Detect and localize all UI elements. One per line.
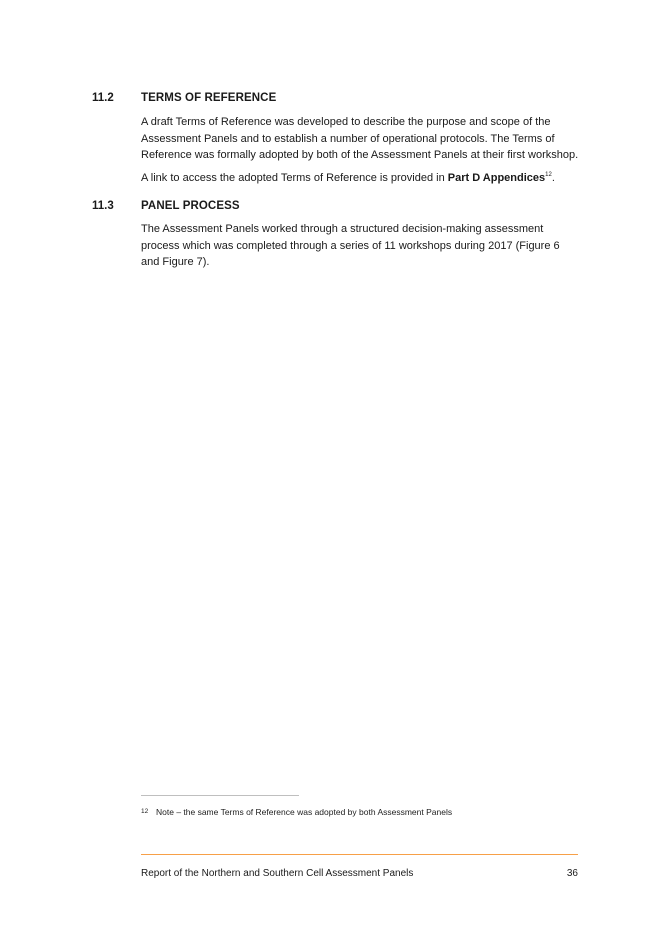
paragraph-2-end: . [551,172,555,184]
footnote-number: 12 [141,808,149,815]
footer-rule [141,854,578,855]
section-11-3-number: 11.3 [92,200,114,212]
footer-title: Report of the Northern and Southern Cell Assessment Panels [141,868,414,879]
footer-page-number: 36 [566,868,578,879]
section-11-2-paragraph-1: A draft Terms of Reference was developed to describe the purpose and scope of the Assessment Panels and to establish a number of operational protocols. The Terms of Reference was formally adopted by both of the Assessment Panels at their first workshop. [141,116,579,162]
section-11-3-paragraph-1: The Assessment Panels worked through a structured decision-making assessment process which was completed through a series of 11 workshops during 2017 (Figure 6 and Figure 7). [141,223,560,269]
part-d-appendices-link: Part D Appendices [447,172,546,184]
footnote-text: Note – the same Terms of Reference was adopted by both Assessment Panels [156,807,453,817]
section-11-2-paragraph-2 [141,170,581,187]
footnote-rule [141,795,299,796]
paragraph-2-text: A link to access the adopted Terms of Reference is provided in [141,172,448,184]
section-11-2-number: 11.2 [92,92,114,104]
footnote-ref-12[interactable]: 12 [545,172,552,178]
section-11-3-title: PANEL PROCESS [141,200,240,212]
section-11-2-title: TERMS OF REFERENCE [141,92,277,104]
